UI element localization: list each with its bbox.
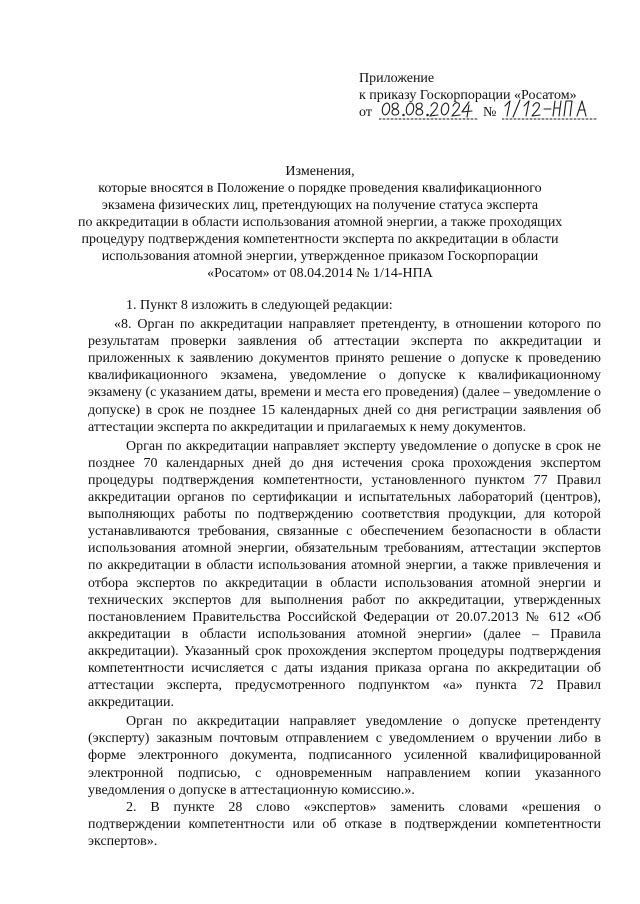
handwritten-date: [379, 98, 479, 122]
document-body: [88, 297, 601, 850]
handwritten-number: [502, 98, 597, 122]
title-line: процедуру подтверждения компетентности эксперта по аккредитации в области: [81, 232, 559, 247]
title-line: Изменения,: [285, 164, 355, 179]
title-line: по аккредитации в области использования атомной энергии, а также проходящих: [78, 215, 563, 230]
document-title: [78, 163, 562, 282]
clause-8-delivery-paragraph: Орган по аккредитации направляет уведомление о допуске претенденту (эксперту) заказным почтовым отправлением с уведомлением о вручении либо в форме электронного документа, подписанного усиленной квалифицированной электронной подписью, с одновременным направлением копии указанного уведомления о допуске в аттестационную комиссию.».: [88, 714, 601, 798]
appendix-date-line: [359, 104, 609, 121]
appendix-title: Приложение: [359, 71, 435, 86]
title-line: экзамена физических лиц, претендующих на получение статуса эксперта: [101, 198, 539, 213]
number-label: №: [483, 105, 497, 120]
title-line: использования атомной энергии, утвержденное приказом Госкорпорации: [101, 249, 539, 264]
item-2-paragraph: 2. В пункте 28 слово «экспертов» заменить словами «решения о подтверждении компетентности или об отказе в подтверждении компетентности экспертов».: [88, 799, 601, 849]
clause-8-notice-deadline-paragraph: Орган по аккредитации направляет эксперту уведомление о допуске в срок не позднее 70 календарных дней до дня истечения срока прохождения экспертом процедуры подтверждения компетентности, установленного пунктом 77 Правил аккредитации органов по сертификации и испытательных лабораторий (центров), выполняющих работы по подтверждению соответствия продукции, для которой устанавливаются требования, связанные с обеспечением безопасности в области использования атомной энергии, обязательным требованиям, аттестации экспертов по аккредитации в области использования атомной энергии, а также привлечения и отбора экспертов по аккредитации в области использования атомной энергии и технических экспертов для выполнения работ по аккредитации, утвержденных постановлением Правительства Российской Федерации от 20.07.2013 № 612 «Об аккредитации в области использования атомной энергии» (далее – Правила аккредитации). Указанный срок прохождения экспертом процедуры подтверждения компетентности исчисляется с даты издания приказа органа по аккредитации об аттестации эксперта, предусмотренного подпунктом «а» пункта 72 Правил аккредитации.: [88, 438, 601, 711]
title-line: «Росатом» от 08.04.2014 № 1/14-НПА: [207, 266, 433, 281]
title-line: которые вносятся в Положение о порядке проведения квалификационного: [98, 181, 542, 196]
ot-label: от: [359, 105, 372, 120]
item-1-paragraph: 1. Пункт 8 изложить в следующей редакции:: [126, 298, 393, 313]
clause-8-paragraph: «8. Орган по аккредитации направляет претенденту, в отношении которого по результатам проверки заявления об аттестации эксперта по аккредитации и приложенных к заявлению документов принято решение о допуске к проведению квалификационного экзамена, уведомление о допуске к квалификационному экзамену (с указанием даты, времени и места его проведения) (далее – уведомление о допуске) в срок не позднее 15 календарных дней со дня регистрации заявления об аттестации эксперта по аккредитации и прилагаемых к нему документов.: [88, 317, 601, 435]
appendix-order-ref: к приказу Госкорпорации «Росатом»: [359, 88, 577, 103]
appendix-header: [359, 70, 609, 121]
